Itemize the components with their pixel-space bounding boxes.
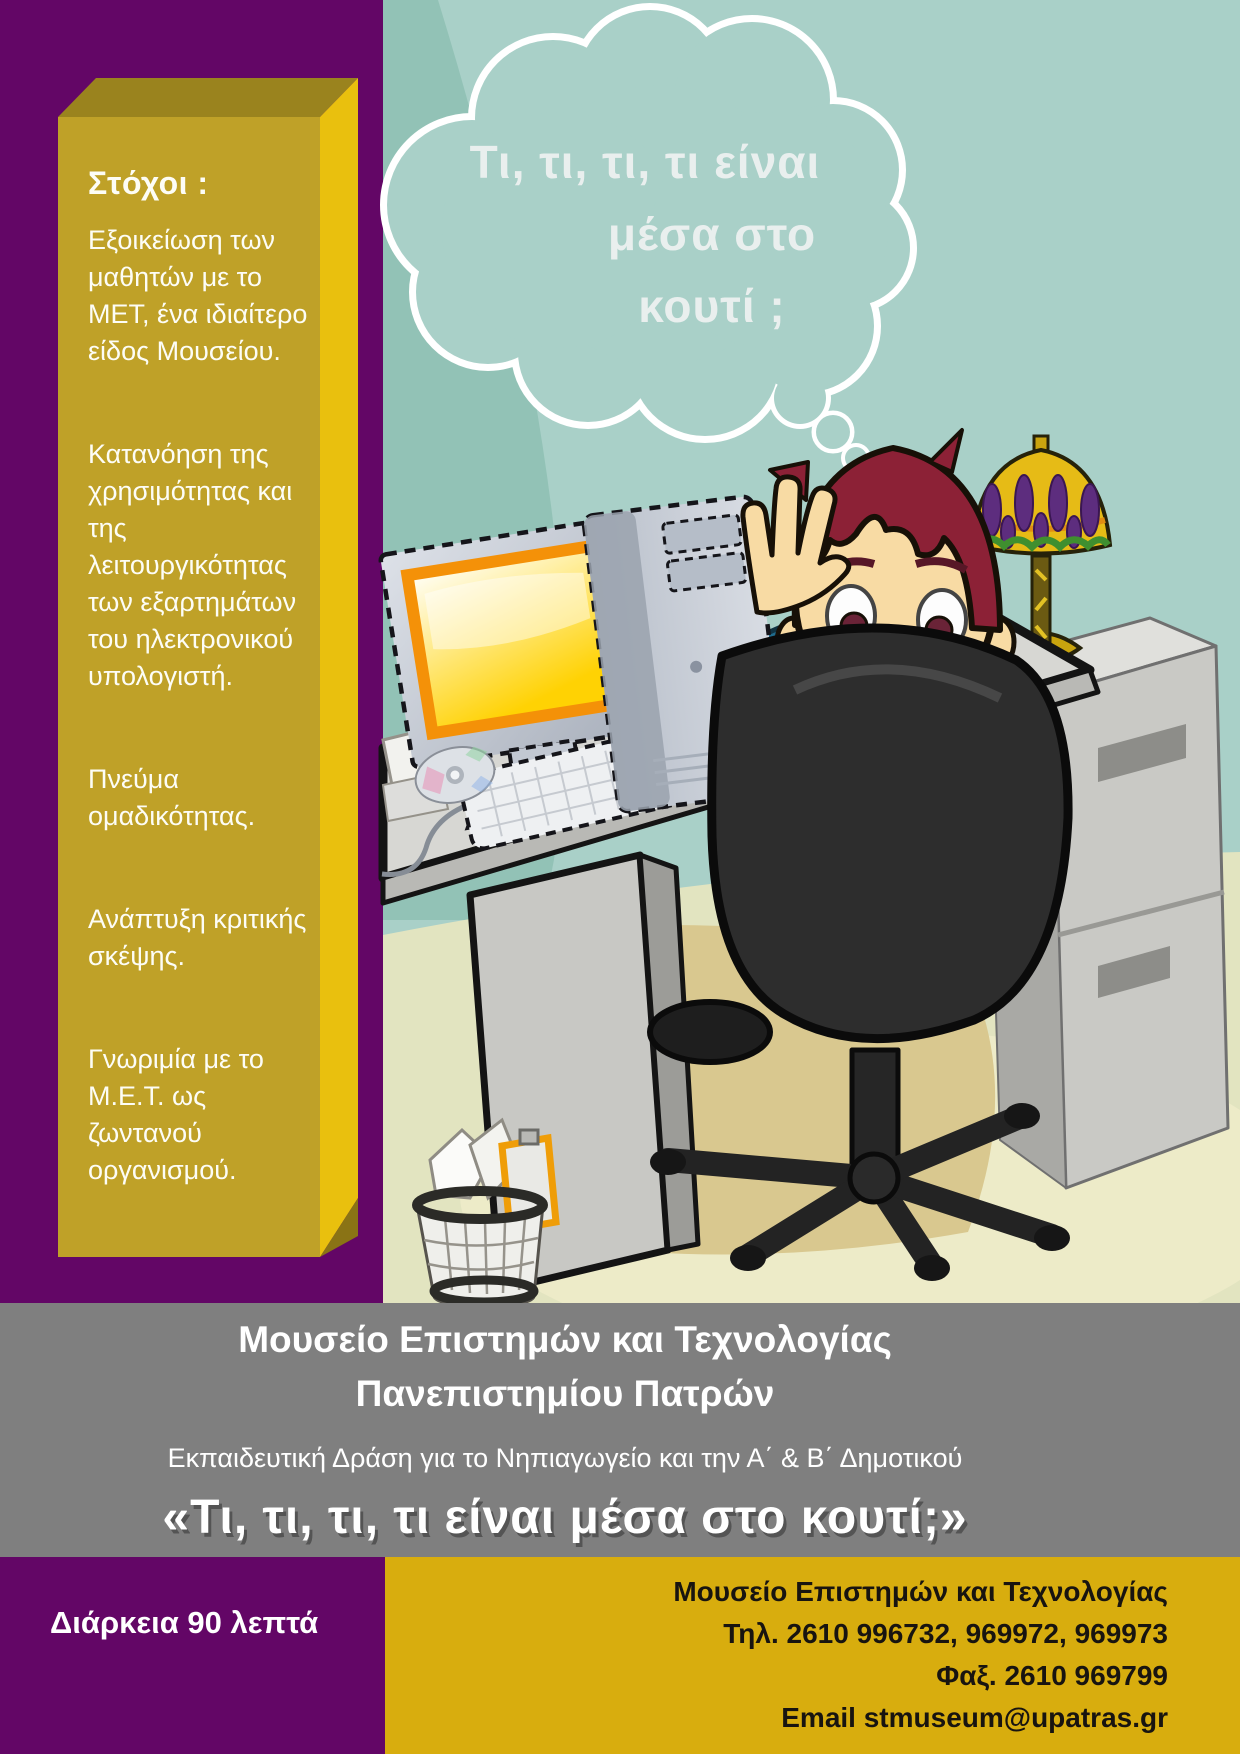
contact-org: Μουσείο Επιστημών και Τεχνολογίας: [673, 1576, 1168, 1607]
goals-heading: Στόχοι :: [88, 165, 209, 201]
contact-block: [385, 1557, 1240, 1754]
banner-subtitle: Εκπαιδευτική Δράση για το Νηπιαγωγείο και την Α΄ & Β΄ Δημοτικού: [167, 1443, 963, 1473]
goal-item: Κατανόηση της χρησιμότητας και της λειτουργικότητας των εξαρτημάτων του ηλεκτρονικού υπολογιστή.: [88, 439, 297, 691]
banner-title-line2: Πανεπιστημίου Πατρών: [355, 1373, 775, 1414]
bubble-text-line1: Τι, τι, τι, τι είναι: [469, 136, 821, 188]
goal-item: Εξοικείωση των μαθητών με το ΜΕΤ, ένα ιδιαίτερο είδος Μουσείου.: [88, 225, 308, 366]
bubble-text-line2: μέσα στο: [607, 208, 817, 260]
banner-activity-title: «Τι, τι, τι, τι είναι μέσα στο κουτί;»: [162, 1491, 968, 1544]
banner-content: [0, 1303, 1130, 1545]
duration-text: Διάρκεια 90 λεπτά: [50, 1605, 319, 1640]
duration-block: [0, 1557, 385, 1754]
chair-back: [712, 628, 1068, 1039]
contact-phone: Τηλ. 2610 996732, 969972, 969973: [723, 1618, 1168, 1649]
banner-title-line1: Μουσείο Επιστημών και Τεχνολογίας: [238, 1319, 892, 1360]
contact-fax: Φαξ. 2610 969799: [936, 1660, 1168, 1691]
goal-item: Γνωριμία με το Μ.Ε.Τ. ως ζωντανού οργανισμού.: [88, 1044, 264, 1185]
bubble-text-line3: κουτί ;: [638, 280, 786, 332]
goal-item: Ανάπτυξη κριτικής σκέψης.: [88, 904, 307, 971]
contact-email: Email stmuseum@upatras.gr: [781, 1702, 1168, 1733]
chair-seat: [650, 1002, 770, 1062]
goal-item: Πνεύμα ομαδικότητας.: [88, 764, 256, 831]
banner: [0, 1303, 1240, 1557]
